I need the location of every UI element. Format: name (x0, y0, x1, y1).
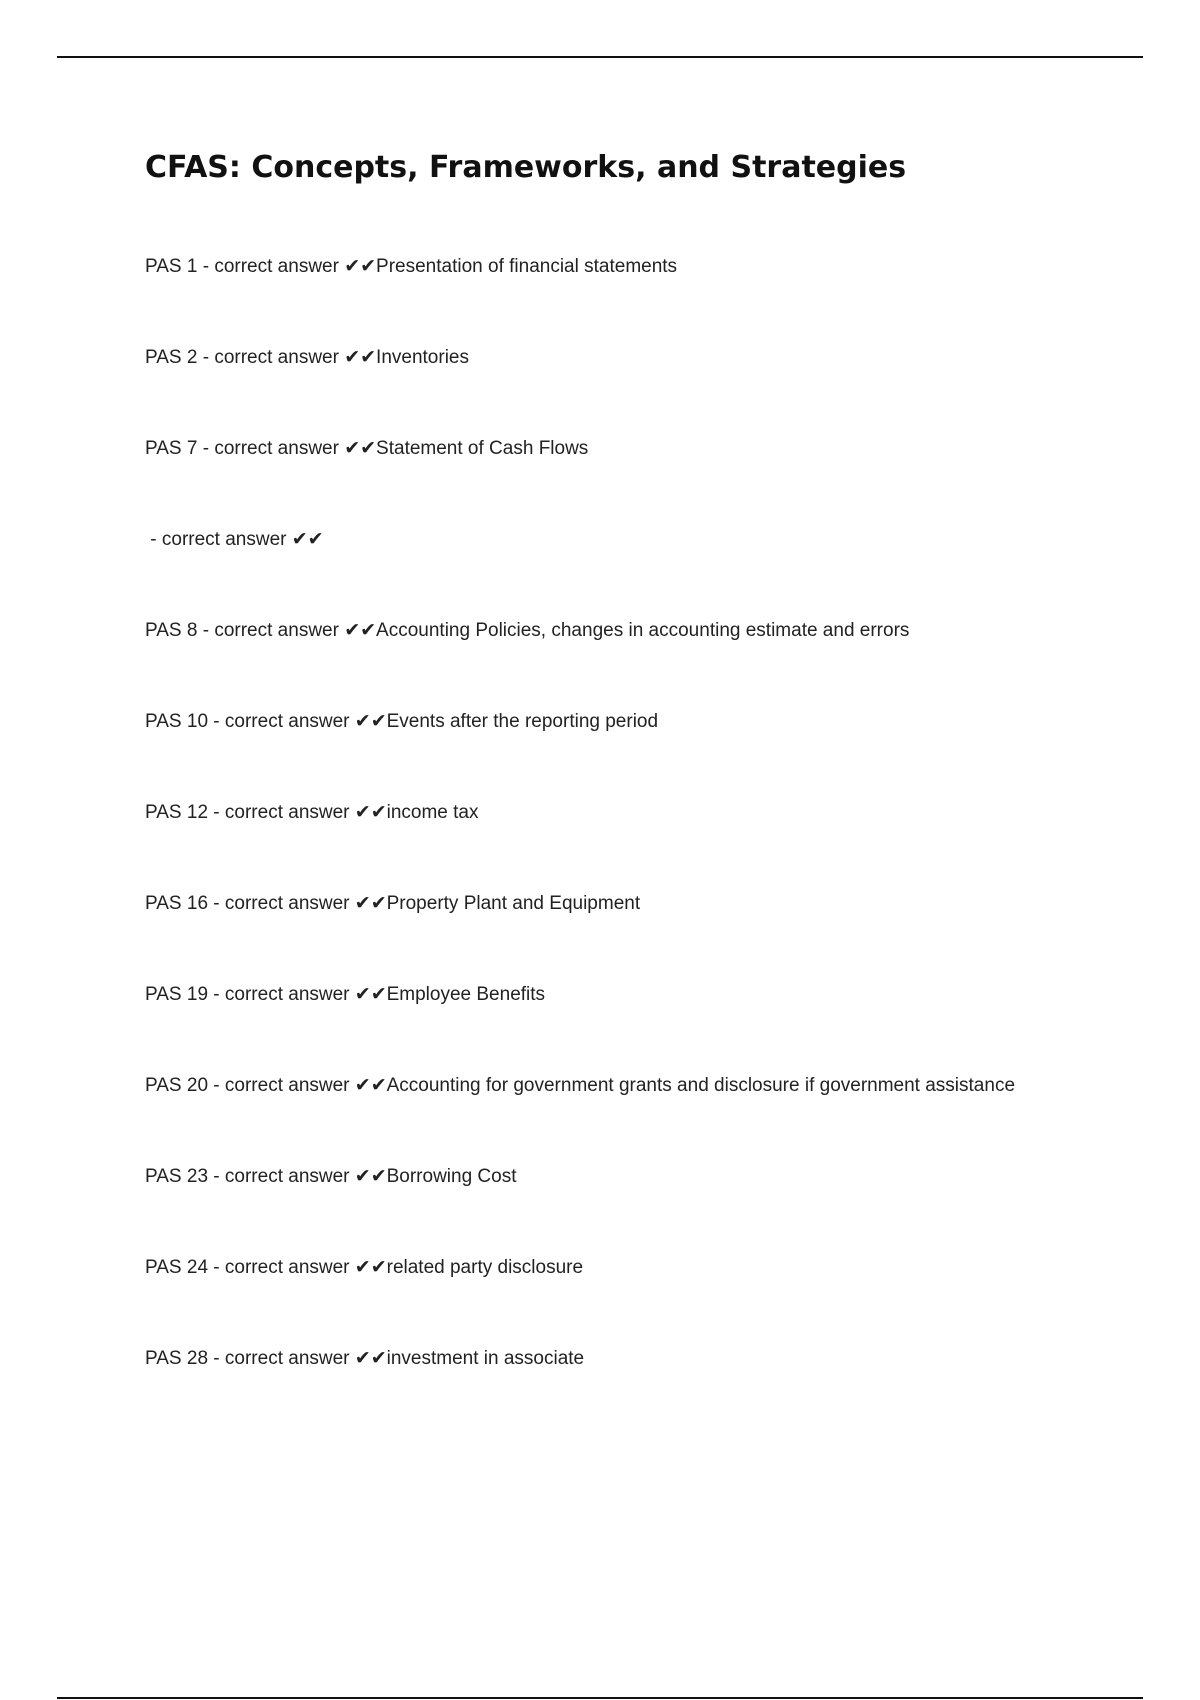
flashcard-entry: PAS 20 - correct answer ✔✔Accounting for government grants and disclosure if government assistance (145, 1075, 1016, 1096)
flashcard-entry: PAS 10 - correct answer ✔✔Events after the reporting period (145, 711, 659, 732)
flashcard-entry: PAS 2 - correct answer ✔✔Inventories (145, 347, 469, 368)
flashcard-entry: PAS 16 - correct answer ✔✔Property Plant and Equipment (145, 893, 641, 914)
flashcard-entry: PAS 23 - correct answer ✔✔Borrowing Cost (145, 1166, 517, 1187)
flashcard-entry: PAS 19 - correct answer ✔✔Employee Benefits (145, 984, 546, 1005)
flashcard-entry: PAS 28 - correct answer ✔✔investment in associate (145, 1348, 585, 1369)
flashcard-entry: PAS 12 - correct answer ✔✔income tax (145, 802, 479, 823)
flashcard-entry: PAS 8 - correct answer ✔✔Accounting Policies, changes in accounting estimate and errors (145, 620, 910, 641)
flashcard-entry: PAS 7 - correct answer ✔✔Statement of Cash Flows (145, 438, 589, 459)
flashcard-entry: PAS 24 - correct answer ✔✔related party disclosure (145, 1257, 584, 1278)
bottom-divider (57, 1697, 1143, 1699)
document-title: CFAS: Concepts, Frameworks, and Strategies (145, 150, 907, 185)
flashcard-list (145, 255, 1015, 1438)
flashcard-entry: PAS 1 - correct answer ✔✔Presentation of financial statements (145, 256, 678, 277)
top-divider (57, 56, 1143, 58)
flashcard-entry: - correct answer ✔✔ (145, 529, 324, 550)
